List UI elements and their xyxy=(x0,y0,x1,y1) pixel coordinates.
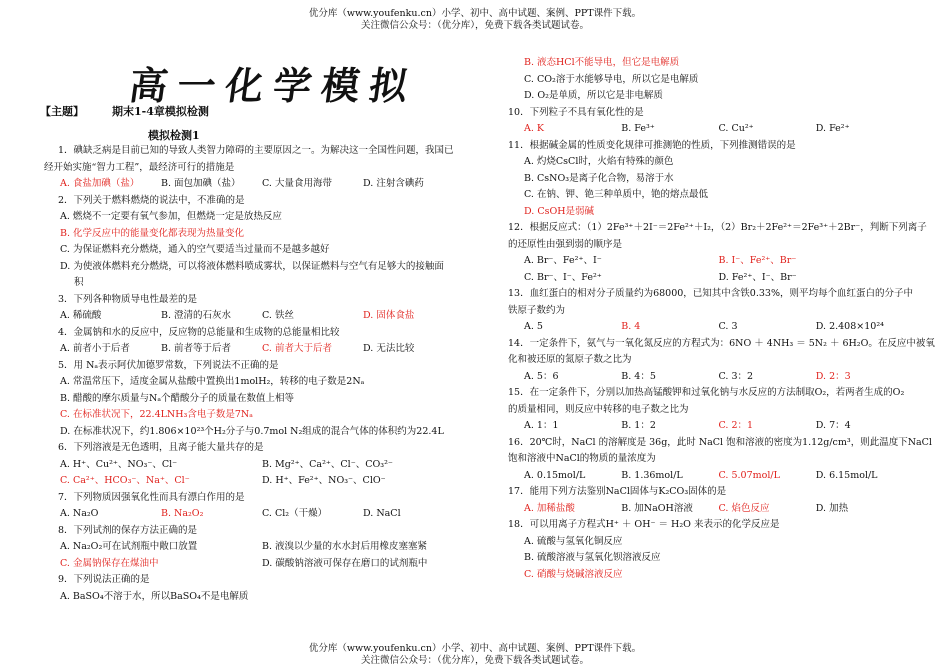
options-row xyxy=(44,308,464,325)
option-c: C. 硝酸与烧碱溶液反应 xyxy=(524,568,623,580)
question-stem-cont: 的还原性由强到弱的顺序是 xyxy=(508,238,623,250)
option-b: B. Mg²⁺、Ca²⁺、Cl⁻、CO₃²⁻ xyxy=(262,458,393,470)
page-header xyxy=(0,8,950,32)
option-c: C. Cl₂（干燥） xyxy=(262,508,328,519)
option-c: C. CO₂溶于水能够导电，所以它是电解质 xyxy=(524,73,699,85)
option-a: A. 0.15mol/L xyxy=(524,469,586,481)
topic-line xyxy=(40,103,237,119)
options-row xyxy=(44,473,464,490)
option-a: A. 食盐加碘（盐） xyxy=(60,178,140,189)
option-c: C. 前者大于后者 xyxy=(262,343,332,354)
option-c: C. 5.07mol/L xyxy=(718,469,780,481)
option-d: D. 无法比较 xyxy=(363,343,415,354)
option-b: B. Na₂O₂ xyxy=(161,508,204,519)
question-stem-cont: 经开始实施“智力工程”，最经济可行的措施是 xyxy=(44,161,235,173)
option-a: A. 加稀盐酸 xyxy=(524,502,575,514)
question-15: 15．在一定条件下，分别以加热高锰酸钾和过氧化钠与水反应的方法制取O₂，若两者生成的O₂ xyxy=(508,387,905,398)
option-c: C. 金属钠保存在煤油中 xyxy=(60,557,159,569)
footer-line-2: 关注微信公众号：（优分库），免费下载各类试题试卷。 xyxy=(360,655,589,666)
option-a: A. Na₂O₂可在试剂瓶中敞口放置 xyxy=(60,541,198,552)
option-c: C. 3：2 xyxy=(718,370,754,382)
option-b: B. 醋酸的摩尔质量与Nₐ个醋酸分子的质量在数值上相等 xyxy=(60,392,294,404)
option-d: D. 6.15mol/L xyxy=(815,469,878,481)
option-a: A. Na₂O xyxy=(60,508,99,519)
options-row xyxy=(44,556,464,573)
question-6: 6．下列溶液是无色透明，且离子能大量共存的是 xyxy=(58,442,264,453)
option-b: B. 液溴以少量的水水封后用橡皮塞塞紧 xyxy=(262,541,428,552)
options-row xyxy=(44,457,464,474)
option-d: D. 加热 xyxy=(815,502,849,514)
option-a: A. H⁺、Cu²⁺、NO₃⁻、Cl⁻ xyxy=(60,458,178,470)
option-c: C. 在标准状况下，22.4LNH₃含电子数是7Nₐ xyxy=(60,409,253,420)
question-9: 9．下列说法正确的是 xyxy=(58,574,150,585)
options-row xyxy=(44,506,464,523)
options-row xyxy=(508,121,913,138)
option-a: A. 燃烧不一定要有氧气参加，但燃烧一定是放热反应 xyxy=(60,211,282,222)
option-b: B. CsNO₃是离子化合物，易溶于水 xyxy=(524,172,674,184)
option-d: D. 2.408×10²⁴ xyxy=(815,321,884,332)
options-row xyxy=(44,341,464,358)
option-a: A. BaSO₄不溶于水，所以BaSO₄不是电解质 xyxy=(60,590,249,602)
options-row xyxy=(508,369,913,386)
options-row xyxy=(508,468,913,485)
option-b: B. 前者等于后者 xyxy=(161,343,232,354)
question-8: 8．下列试剂的保存方法正确的是 xyxy=(58,524,198,536)
option-a: A. 1：1 xyxy=(524,420,559,431)
section-subtitle: 模拟检测1 xyxy=(148,129,200,142)
option-d: D. CsOH是弱碱 xyxy=(524,205,595,217)
question-2: 2．下列关于燃料燃烧的说法中，不准确的是 xyxy=(58,194,245,206)
question-3: 3．下列各种物质导电性最差的是 xyxy=(58,293,198,305)
question-16: 16．20℃时，NaCl 的溶解度是 36g，此时 NaCl 饱和溶液的密度为1.12g/cm³，则此温度下NaCl xyxy=(508,436,932,448)
option-b: B. 加NaOH溶液 xyxy=(621,502,693,514)
option-d-cont: 积 xyxy=(74,277,84,288)
option-b: B. 1：2 xyxy=(621,420,656,431)
option-b: B. 1.36mol/L xyxy=(621,469,683,481)
option-b: B. 液态HCl不能导电，但它是电解质 xyxy=(524,57,680,68)
options-row xyxy=(44,176,464,193)
option-c: C. Br⁻、I⁻、Fe²⁺ xyxy=(524,271,602,283)
option-d: D. 2：3 xyxy=(815,370,851,382)
option-b: B. 面包加碘（盐） xyxy=(161,178,241,189)
option-d: D. O₂是单质，所以它是非电解质 xyxy=(524,90,663,101)
left-column xyxy=(44,143,464,605)
option-a: A. 前者小于后者 xyxy=(60,343,130,354)
option-b: B. 4：5 xyxy=(621,370,656,382)
option-a: A. K xyxy=(524,123,544,134)
option-d: D. NaCl xyxy=(363,508,401,519)
option-c: C. 焰色反应 xyxy=(718,502,770,514)
topic-label: 【主题】 xyxy=(40,105,84,118)
options-row xyxy=(508,418,913,435)
option-a: A. 常温常压下，适度金属从盐酸中置换出1molH₂，转移的电子数是2Nₐ xyxy=(60,376,365,387)
option-d: D. Fe²⁺、I⁻、Br⁻ xyxy=(718,271,797,283)
question-17: 17．能用下列方法鉴别NaCl固体与K₂CO₃固体的是 xyxy=(508,486,727,497)
option-c: C. 铁丝 xyxy=(262,310,294,321)
option-a: A. 5：6 xyxy=(524,370,559,382)
question-stem-cont: 饱和溶液中NaCl的物质的量浓度为 xyxy=(508,453,656,464)
option-c: C. 为保证燃料充分燃烧，通入的空气要适当过量而不是越多越好 xyxy=(60,244,330,255)
footer-line-1: 优分库（www.youfenku.cn）小学、初中、高中试题、案例、PPT课件下载。 xyxy=(308,643,642,654)
right-column xyxy=(508,55,935,583)
option-d: D. 在标准状况下，约1.806×10²³个H₂分子与0.7mol N₂组成的混合气体的体积约为22.4L xyxy=(60,425,444,437)
option-a: A. Br⁻、Fe²⁺、I⁻ xyxy=(524,255,602,266)
option-d: D. 固体食盐 xyxy=(363,310,415,321)
question-12: 12．根据反应式：（1）2Fe³⁺＋2I⁻＝2Fe²⁺＋I₂，（2）Br₂＋2Fe²⁺＝2Fe³⁺＋2Br⁻，判断下列离子 xyxy=(508,222,927,233)
option-d: D. 注射含碘药 xyxy=(363,178,424,189)
option-a: A. 稀硫酸 xyxy=(60,310,102,321)
options-row xyxy=(508,501,913,518)
option-d: D. H⁺、Fe²⁺、NO₃⁻、ClO⁻ xyxy=(262,475,386,486)
option-b: B. Fe³⁺ xyxy=(621,123,655,134)
question-10: 10．下列粒子不具有氧化性的是 xyxy=(508,106,644,118)
question-stem-cont: 铁原子数约为 xyxy=(508,304,566,316)
option-b: B. 澄清的石灰水 xyxy=(161,310,232,321)
question-5: 5．用 Nₐ表示阿伏加德罗常数，下列说法不正确的是 xyxy=(58,359,279,371)
option-c: C. 在钠、钾、铯三种单质中，铯的熔点最低 xyxy=(524,189,708,200)
option-c: C. 2：1 xyxy=(718,420,754,431)
option-b: B. 4 xyxy=(621,321,641,332)
options-row xyxy=(508,319,913,336)
question-13: 13．血红蛋白的相对分子质量约为68000，已知其中含铁0.33%，则平均每个血红蛋白的分子中 xyxy=(508,288,913,299)
question-4: 4．金属钠和水的反应中，反应物的总能量和生成物的总能量相比较 xyxy=(58,326,340,338)
option-a: A. 5 xyxy=(524,321,543,332)
option-c: C. 大量食用海带 xyxy=(262,178,332,189)
option-d: D. Fe²⁺ xyxy=(815,123,850,134)
options-row xyxy=(508,253,913,270)
header-line-1: 优分库（www.youfenku.cn）小学、初中、高中试题、案例、PPT课件下载。 xyxy=(308,8,642,19)
option-c: C. Ca²⁺、HCO₃⁻、Na⁺、Cl⁻ xyxy=(60,475,190,486)
options-row xyxy=(44,539,464,556)
option-d: D. 为使液体燃料充分燃烧，可以将液体燃料喷成雾状，以保证燃料与空气有足够大的接触面 xyxy=(60,260,444,272)
option-d: D. 碳酸钠溶液可保存在磨口的试剂瓶中 xyxy=(262,557,428,569)
option-a: A. 灼烧CsCl时，火焰有特殊的颜色 xyxy=(524,156,674,167)
question-18: 18．可以用离子方程式H⁺ ＋ OH⁻ ＝ H₂O 来表示的化学反应是 xyxy=(508,519,780,530)
question-7: 7．下列物质因强氧化性而具有漂白作用的是 xyxy=(58,491,245,503)
question-14: 14．一定条件下，氨气与一氧化氮反应的方程式为：6NO ＋ 4NH₃ ＝ 5N₂ ＋ 6H₂O。在反应中被氧 xyxy=(508,337,935,349)
option-b: B. 化学反应中的能量变化都表现为热量变化 xyxy=(60,227,245,239)
option-d: D. 7：4 xyxy=(815,420,851,431)
option-b: B. 硫酸溶液与氢氧化钡溶液反应 xyxy=(524,552,661,563)
question-stem: 1．碘缺乏病是目前已知的导致人类智力障碍的主要原因之一。为解决这一全国性问题，我国已 xyxy=(58,145,454,156)
question-1 xyxy=(44,143,464,176)
header-line-2: 关注微信公众号：（优分库），免费下载各类试题试卷。 xyxy=(360,20,589,31)
option-c: C. Cu²⁺ xyxy=(718,123,754,134)
question-11: 11．根据碱金属的性质变化规律可推测铯的性质，下列推测错误的是 xyxy=(508,139,796,151)
question-stem-cont: 的质量相同，则反应中转移的电子数之比为 xyxy=(508,403,689,415)
page-footer xyxy=(0,643,950,667)
option-b: B. I⁻、Fe²⁺、Br⁻ xyxy=(718,255,797,266)
option-a: A. 硫酸与氢氧化铜反应 xyxy=(524,535,623,547)
option-c: C. 3 xyxy=(718,321,738,332)
question-stem-cont: 化和被还原的氮原子数之比为 xyxy=(508,354,632,365)
topic-text: 期末1-4章模拟检测 xyxy=(112,105,209,118)
document-title: 高一化学模拟 xyxy=(126,64,421,108)
options-row xyxy=(508,270,913,287)
